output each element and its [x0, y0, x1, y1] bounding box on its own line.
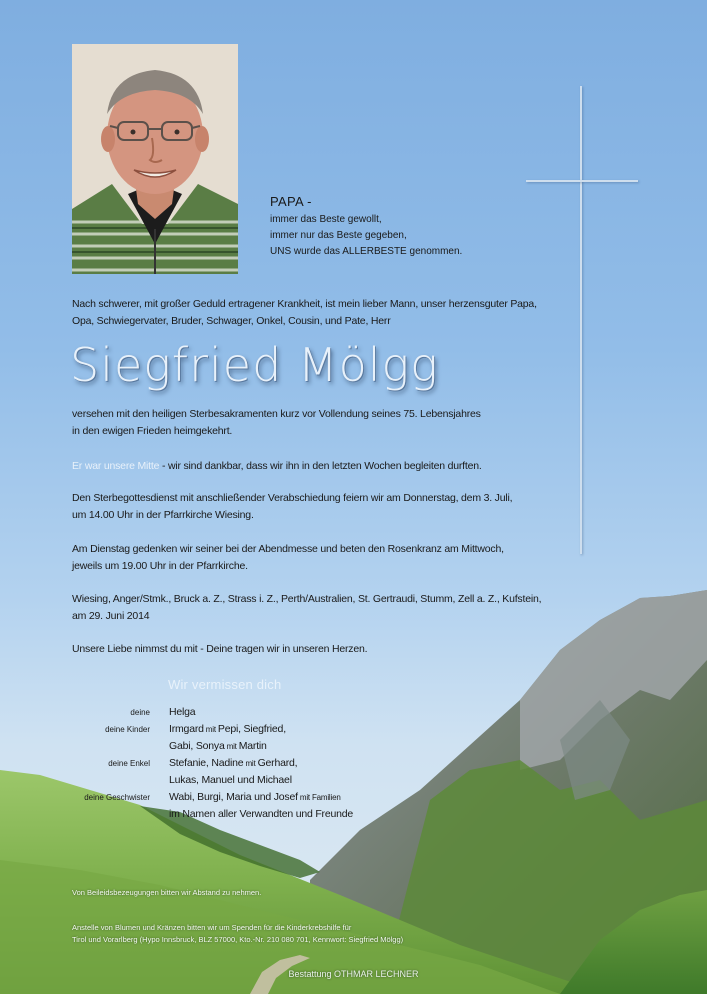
mourner-name: Lukas, Manuel und Michael: [169, 774, 292, 786]
cross-horizontal-beam: [526, 180, 638, 182]
poem-line: immer nur das Beste gegeben,: [270, 230, 407, 241]
rosary-line: Am Dienstag gedenken wir seiner bei der Abendmesse und beten den Rosenkranz am Mittwoch,: [72, 543, 504, 555]
mourner-name: Wabi, Burgi, Maria und Josef mit Familien: [169, 791, 341, 803]
funeral-line: Den Sterbegottesdienst mit anschließender Verabschiedung feiern wir am Donnerstag, dem 3. Juli,: [72, 492, 513, 504]
undertaker-line: Bestattung OTHMAR LECHNER: [288, 969, 419, 979]
intro-line: Opa, Schwiegervater, Bruder, Schwager, Onkel, Cousin, und Pate, Herr: [72, 315, 391, 327]
relation-label: deine Kinder: [105, 725, 150, 734]
passing-line: versehen mit den heiligen Sterbesakramenten kurz vor Vollendung seines 75. Lebensjahres: [72, 408, 481, 420]
cross-vertical-beam: [580, 86, 582, 554]
funeral-paragraph: [72, 490, 542, 524]
passing-paragraph: [72, 406, 542, 440]
donation-line: Anstelle von Blumen und Kränzen bitten wir um Spenden für die Kinderkrebshilfe für: [72, 923, 352, 932]
thanks-highlight: Er war unsere Mitte: [72, 460, 160, 472]
relation-label: deine: [130, 708, 150, 717]
thanks-text: - wir sind dankbar, dass wir ihn in den letzten Wochen begleiten durften.: [159, 460, 482, 472]
rosary-paragraph: [72, 541, 542, 575]
condolence-note: Von Beileidsbezeugungen bitten wir Abstand zu nehmen.: [72, 888, 262, 897]
poem-line: UNS wurde das ALLERBESTE genommen.: [270, 246, 463, 257]
rosary-line: jeweils um 19.00 Uhr in der Pfarrkirche.: [72, 560, 248, 572]
donation-line: Tirol und Vorarlberg (Hypo Innsbruck, BLZ 57000, Kto.-Nr. 210 080 701, Kennwort: Siegfried Mölgg): [72, 935, 404, 944]
poem-heading: PAPA -: [270, 194, 312, 209]
deceased-name: Siegfried Mölgg: [70, 338, 439, 392]
date-line: am 29. Juni 2014: [72, 610, 150, 622]
poem-line: immer das Beste gewollt,: [270, 214, 382, 225]
mourner-name: Irmgard mit Pepi, Siegfried,: [169, 723, 286, 735]
donation-note: [72, 922, 403, 946]
relation-label: deine Geschwister: [84, 793, 150, 802]
relation-label: deine Enkel: [108, 759, 150, 768]
funeral-line: um 14.00 Uhr in der Pfarrkirche Wiesing.: [72, 509, 254, 521]
portrait-photo: [72, 44, 238, 274]
thanks-paragraph: [72, 458, 542, 475]
place-date-paragraph: [72, 591, 542, 625]
mourners-list: [0, 704, 707, 834]
love-line: Unsere Liebe nimmst du mit - Deine tragen wir in unseren Herzen.: [72, 643, 368, 655]
intro-line: Nach schwerer, mit großer Geduld ertragener Krankheit, ist mein lieber Mann, unser herzensguter Papa,: [72, 298, 537, 310]
mourners-heading: Wir vermissen dich: [168, 677, 282, 692]
mourner-name: Gabi, Sonya mit Martin: [169, 740, 267, 752]
mourner-name: Stefanie, Nadine mit Gerhard,: [169, 757, 298, 769]
intro-paragraph: [72, 296, 542, 330]
poem-block: [270, 192, 462, 260]
mourner-name: im Namen aller Verwandten und Freunde: [169, 808, 354, 820]
passing-line: in den ewigen Frieden heimgekehrt.: [72, 425, 233, 437]
place-line: Wiesing, Anger/Stmk., Bruck a. Z., Strass i. Z., Perth/Australien, St. Gertraudi, Stumm, Zell a. Z., Kufstein,: [72, 593, 542, 605]
mourner-name: Helga: [169, 706, 196, 718]
